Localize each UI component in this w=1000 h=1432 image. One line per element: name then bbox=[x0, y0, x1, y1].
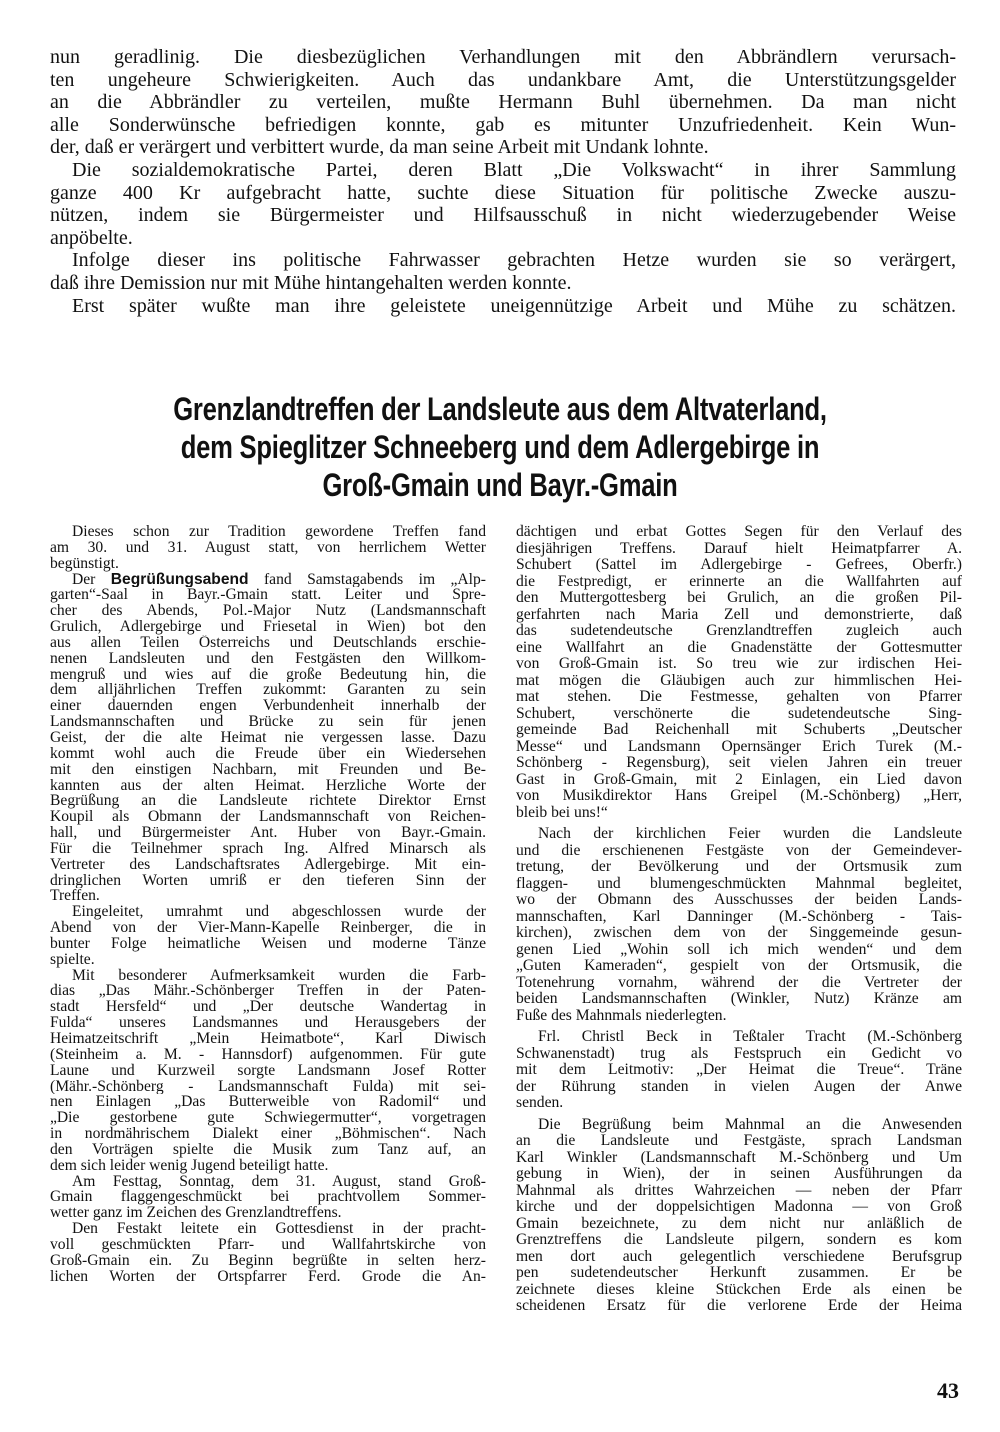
text-line: daß ihre Demission nur mit Mühe hintangehalten werden konnte. bbox=[50, 271, 572, 294]
text-line: Laune und Kurzweil sorgte Landsmann Josef Rotter bbox=[50, 1062, 486, 1079]
paragraph bbox=[50, 1174, 486, 1222]
text-line: Erst später wußte man ihre geleistete uneigennützige Arbeit und Mühe zu schätzen. bbox=[72, 294, 956, 317]
text-line: Nach der kirchlichen Feier wurden die Landsleute bbox=[538, 826, 962, 842]
title-line: Groß-Gmain und Bayr.-Gmain bbox=[322, 467, 678, 503]
text-line: Begrüßung an die Landsleute richtete Direktor Ernst bbox=[50, 793, 486, 810]
text-line: Gmain bezeichnete, zu dem nicht nur anläßlich de bbox=[516, 1215, 962, 1232]
paragraph bbox=[50, 968, 486, 1174]
text-line: stadt Hersfeld“ und „Der deutsche Wandertag in bbox=[50, 999, 486, 1016]
text-line: Schubert, verschönerte die sudetendeutsche Sing- bbox=[516, 705, 962, 722]
paragraph bbox=[50, 524, 486, 572]
text-line: scheidenen Ersatz für die verlorene Erde der Heima bbox=[516, 1298, 962, 1314]
text-line: Treffen. bbox=[50, 888, 100, 905]
title-line: Grenzlandtreffen der Landsleute aus dem Altvaterland, bbox=[173, 391, 827, 427]
text-line: Fulda“ unseres Landsmannes und Herausgebers der bbox=[50, 1015, 486, 1031]
text-line: Schubert (Sattel im Adlergebirge - Gefrees, Oberfr.) bbox=[516, 557, 962, 573]
text-line: Groß-Gmain ein. Zu Beginn begrüßte in selten herz- bbox=[50, 1252, 486, 1269]
text-line: kirche und der doppelsichtigen Madonna — von Groß bbox=[516, 1199, 962, 1215]
text-line: an die Landsleute und Festgäste, sprach Landsman bbox=[516, 1133, 962, 1149]
text-line: bleib bei uns!“ bbox=[516, 804, 608, 821]
text-line: das sudetendeutsche Grenzlandtreffen zugleich auch bbox=[516, 623, 962, 639]
paragraph bbox=[516, 826, 962, 1024]
text-line: der, daß er verärgert und verbittert wurde, da man seine Arbeit mit Undank lohnte. bbox=[50, 136, 709, 159]
bold-term: Begrüßungsabend bbox=[110, 571, 249, 588]
text-line: Mahnmal als drittes Wahrzeichen — neben der Pfarr bbox=[516, 1182, 962, 1199]
text-line: Frl. Christl Beck in Teßtaler Tracht (M.-Schönberg bbox=[538, 1029, 962, 1045]
paragraph bbox=[516, 1117, 962, 1315]
text-line: von Groß-Gmain ist. So treu wie zur irdischen Hei- bbox=[516, 656, 962, 672]
text-line: nenen Landsleuten und den Festgästen den Willkom- bbox=[50, 650, 486, 667]
text-line: die Festpredigt, er erinnerte an die Wallfahrten auf bbox=[516, 573, 962, 590]
text-line: wetter ganz im Zeichen des Grenzlandtreffens. bbox=[50, 1205, 342, 1222]
preceding-article-text bbox=[50, 46, 956, 317]
text-line: dias „Das Mähr.-Schönberger Treffen in der Paten- bbox=[50, 983, 486, 1000]
text-line: garten“-Saal in Bayr.-Gmain statt. Leiter und Spre- bbox=[50, 587, 486, 604]
paragraph bbox=[516, 1029, 962, 1112]
text-line: ten ungeheure Schwierigkeiten. Auch das undankbare Amt, die Unterstützungsgelder bbox=[50, 68, 956, 91]
text-line: dringlichen Worten umriß er den tieferen Sinn der bbox=[50, 872, 486, 889]
paragraph bbox=[50, 295, 956, 318]
text-segment: Der bbox=[72, 571, 111, 588]
text-line: nützen, indem sie Bürgermeister und Hilfsausschuß in nicht wiederzugebender Weise bbox=[50, 204, 956, 227]
text-line: ganze 400 Kr aufgebracht hatte, suchte diese Situation für politische Zwecke auszu- bbox=[50, 181, 956, 204]
text-line: in nordmährischem Dialekt einer „Böhmischen“. Nach bbox=[50, 1126, 486, 1142]
text-line: dem alljährlichen Treffen zukommt: Garanten zu sein bbox=[50, 682, 486, 699]
text-line: Die Begrüßung beim Mahnmal an die Anwesenden bbox=[538, 1116, 962, 1133]
text-line: voll geschmückten Pfarr- und Wallfahrtskirche von bbox=[50, 1236, 486, 1253]
text-line: mit dem Leitmotiv: „Der Heimat die Treue“. Träne bbox=[516, 1062, 962, 1078]
text-line: mengruß und wies auf die große Bedeutung hin, die bbox=[50, 666, 486, 683]
text-line: Gast in Groß-Gmain, mit 2 Einlagen, ein Lied davon bbox=[516, 771, 962, 788]
text-line bbox=[50, 572, 486, 588]
text-line: dem sich leider wenig Jugend beteiligt hatte. bbox=[50, 1157, 329, 1174]
text-line: genen Lied „Wohin soll ich mich wenden“ und dem bbox=[516, 941, 962, 958]
text-line: alle Sonderwünsche befriedigen konnte, gab es mitunter Unzufriedenheit. Kein Wun- bbox=[50, 113, 956, 136]
text-line: (Steinheim a. M. - Hannsdorf) aufgenommen. Für gute bbox=[50, 1046, 486, 1063]
paragraph bbox=[50, 572, 486, 905]
text-line: cher des Abends, Pol.-Major Nutz (Landsmannschaft bbox=[50, 603, 486, 620]
text-line: Mit besonderer Aufmerksamkeit wurden die Farb- bbox=[72, 967, 486, 984]
text-line: einer dauernden engen Verbundenheit innerhalb der bbox=[50, 698, 486, 715]
text-line: aus allen Teilen Österreichs und Deutschlands erschie- bbox=[50, 634, 486, 651]
text-line: spielte. bbox=[50, 951, 95, 968]
text-line: Grulich, Adlergebirge und Friesetal in Wien) bot den bbox=[50, 619, 486, 635]
text-line: lichen Worten der Ortspfarrer Ferd. Grode die An- bbox=[50, 1268, 486, 1285]
text-line: diesjährigen Treffens. Darauf hielt Heimatpfarrer A. bbox=[516, 540, 962, 557]
text-line: Karl Winkler (Landsmannschaft M.-Schönberg und Um bbox=[516, 1149, 962, 1166]
text-line: Heimatzeitschrift „Mein Heimatbote“, Karl Diwisch bbox=[50, 1031, 486, 1047]
text-line: Fuße des Mahnmals niederlegten. bbox=[516, 1007, 727, 1024]
text-line: Vertreter des Landschaftsrates Adlergebirge. Mit ein- bbox=[50, 856, 486, 873]
text-line: gerfahrten nach Maria Zell und demonstrierte, daß bbox=[516, 606, 962, 623]
text-line: Totenehrung vornahm, während der die Vertreter der bbox=[516, 974, 962, 991]
text-line: Schwanenstadt) trug als Festspruch ein Gedicht vo bbox=[516, 1045, 962, 1062]
article-title bbox=[0, 390, 1000, 504]
paragraph bbox=[50, 46, 956, 159]
text-line: „Guten Kameraden“, gespielt von der Ortsmusik, die bbox=[516, 958, 962, 974]
text-line: begünstigt. bbox=[50, 555, 119, 572]
text-line: dächtigen und erbat Gottes Segen für den Verlauf des bbox=[516, 524, 962, 540]
text-line: Infolge dieser ins politische Fahrwasser gebrachten Hetze wurden sie so verärgert, bbox=[72, 249, 956, 272]
text-line: Landsmannschaften und Brücke zu sein für jenen bbox=[50, 714, 486, 730]
text-line: beiden Landsmannschaften (Winkler, Nutz) Kränze am bbox=[516, 991, 962, 1007]
text-segment: fand Samstagabends im „Alp- bbox=[248, 571, 486, 588]
text-line: mit den einstigen Nachbarn, mit Freunden und Be- bbox=[50, 761, 486, 778]
text-line: Geist, der die alte Heimat nie vergessen lasse. Dazu bbox=[50, 729, 486, 746]
text-line: den Vorträgen spielte die Musik zum Tanz auf, an bbox=[50, 1141, 486, 1158]
paragraph bbox=[50, 159, 956, 249]
text-line: gemeinde Bad Reichenhall mit Schuberts „Deutscher bbox=[516, 722, 962, 738]
paragraph bbox=[50, 904, 486, 967]
text-line: den Muttergottesberg bei Grulich, an die großen Pil- bbox=[516, 590, 962, 606]
paragraph bbox=[516, 524, 962, 821]
text-line: pen sudetendeutscher Herkunft zusammen. Er be bbox=[516, 1265, 962, 1281]
text-line: kommt wohl auch die Freude über ein Wiedersehen bbox=[50, 745, 486, 762]
text-line: kannten aus der alten Heimat. Herzliche Worte der bbox=[50, 777, 486, 794]
text-line: „Die gestorbene gute Schwiegermutter“, vorgetragen bbox=[50, 1110, 486, 1127]
text-line: zeichnete dieses kleine Stückchen Erde als einen be bbox=[516, 1281, 962, 1298]
text-line: Koupil als Obmann der Landsmannschaft von Reichen- bbox=[50, 809, 486, 826]
text-line: mannschaften, Karl Danninger (M.-Schönberg - Tais- bbox=[516, 908, 962, 925]
article-right-column bbox=[516, 524, 962, 1316]
text-line: mat stehen. Die Festmesse, gehalten von Pfarrer bbox=[516, 689, 962, 705]
text-line: Eingeleitet, umrahmt und abgeschlossen wurde der bbox=[72, 904, 486, 921]
text-line: gebung in Wien), der in seinen Ausführungen da bbox=[516, 1166, 962, 1182]
article-left-column bbox=[50, 524, 486, 1285]
page-number: 43 bbox=[937, 1378, 959, 1403]
text-line: Den Festakt leitete ein Gottesdienst in der pracht- bbox=[72, 1221, 486, 1237]
text-line: hall, und Bürgermeister Ant. Huber von Bayr.-Gmain. bbox=[50, 825, 486, 841]
text-line: Schönberg - Regensburg), seit vielen Jahren ein treuer bbox=[516, 755, 962, 771]
text-line: der Rührung standen in vielen Augen der Anwe bbox=[516, 1078, 962, 1095]
text-line: Am Festtag, Sonntag, dem 31. August, stand Groß- bbox=[72, 1173, 486, 1190]
text-line: von Musikdirektor Hans Greipel (M.-Schönberg) „Herr, bbox=[516, 788, 962, 804]
text-line: Die sozialdemokratische Partei, deren Blatt „Die Volkswacht“ in ihrer Sammlung bbox=[72, 158, 956, 181]
paragraph bbox=[50, 249, 956, 294]
paragraph bbox=[50, 1221, 486, 1284]
text-line: nun geradlinig. Die diesbezüglichen Verhandlungen mit den Abbrändlern verursach- bbox=[50, 46, 956, 68]
text-line: kirchen), zwischen dem von der Singgemeinde gesun- bbox=[516, 925, 962, 941]
text-line: men dort auch gelegentlich verschiedene Berufsgrup bbox=[516, 1248, 962, 1265]
text-line: (Mähr.-Schönberg - Landsmannschaft Fulda) mit sei- bbox=[50, 1078, 486, 1095]
text-line: Dieses schon zur Tradition gewordene Treffen fand bbox=[72, 524, 486, 540]
text-line: mat mögen die Gläubigen auch zur himmlischen Hei- bbox=[516, 672, 962, 689]
text-line: Für die Teilnehmer sprach Ing. Alfred Minarsch als bbox=[50, 840, 486, 857]
text-line: anpöbelte. bbox=[50, 226, 133, 249]
text-line: am 30. und 31. August statt, von herrlichem Wetter bbox=[50, 539, 486, 556]
text-line: und die erschienenen Festgäste von der Gemeindever- bbox=[516, 842, 962, 859]
text-line: flaggen- und blumengeschmückten Mahnmal begleitet, bbox=[516, 875, 962, 892]
text-line: nen Einlagen „Das Butterweible von Radomil“ und bbox=[50, 1094, 486, 1111]
text-line: tretung, der Bevölkerung und der Ortsmusik zum bbox=[516, 859, 962, 875]
text-line: wo der Obmann des Ausschusses der beiden Lands- bbox=[516, 892, 962, 908]
text-line: Gmain flaggengeschmückt bei prachtvollem Sommer- bbox=[50, 1189, 486, 1206]
text-line: bunter Folge heimatliche Weisen und moderne Tänze bbox=[50, 935, 486, 952]
text-line: Abend von der Vier-Mann-Kapelle Reinberger, die in bbox=[50, 920, 486, 936]
text-line: eine Wallfahrt an die Gnadenstätte der Gottesmutter bbox=[516, 639, 962, 656]
text-line: Grenztreffens die Landsleute pilgern, sondern es kom bbox=[516, 1232, 962, 1248]
text-line: senden. bbox=[516, 1095, 564, 1111]
text-line: an die Abbrändler zu verteilen, mußte Hermann Buhl übernehmen. Da man nicht bbox=[50, 91, 956, 114]
text-line: Messe“ und Landsmann Opernsänger Erich Turek (M.- bbox=[516, 738, 962, 755]
title-line: dem Spieglitzer Schneeberg und dem Adlergebirge in bbox=[180, 429, 820, 465]
